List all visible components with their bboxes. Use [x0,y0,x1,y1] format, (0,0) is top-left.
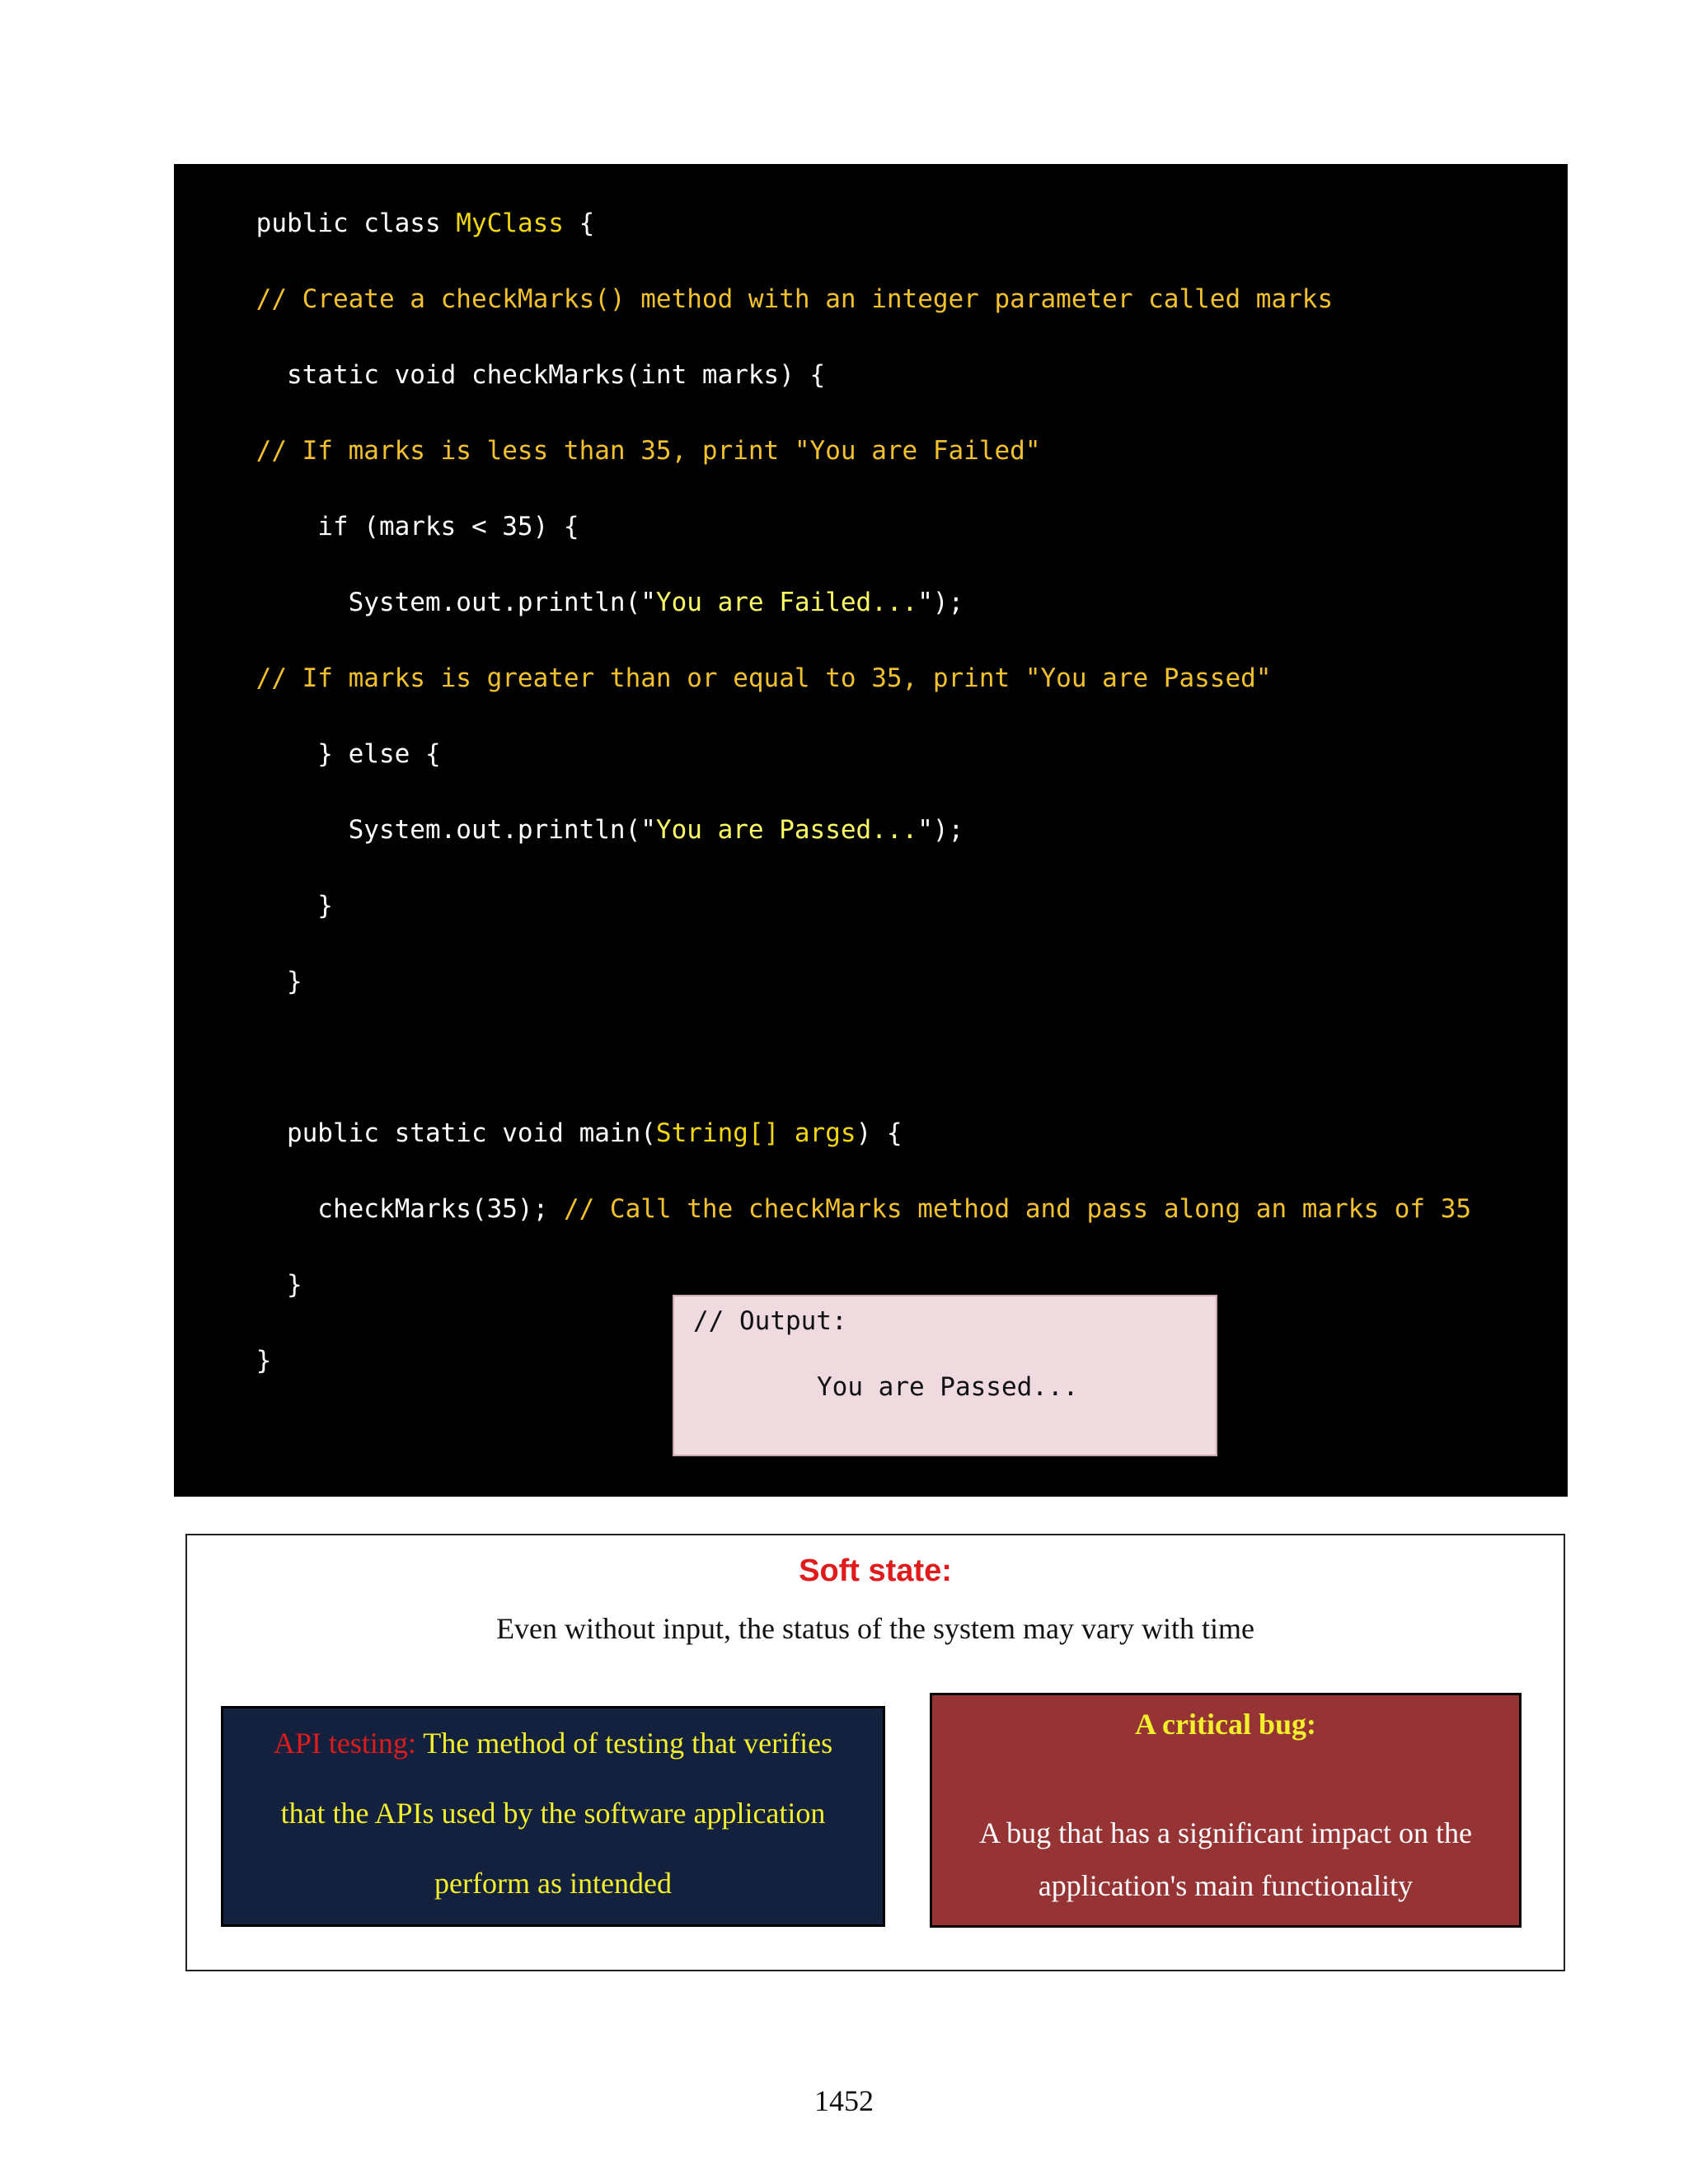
critical-bug-card [930,1693,1522,1928]
code-token: String[] args [655,1118,856,1148]
critical-bug-title: A critical bug: [1135,1708,1316,1741]
code-token: } [256,967,302,996]
soft-state-description: Even without input, the status of the system may vary with time [496,1612,1254,1645]
critical-bug-text: application's main functionality [1038,1869,1414,1902]
code-comment: // If marks is less than 35, print "You are Failed" [256,436,1041,466]
code-token: { [563,209,595,238]
api-testing-text: perform as intended [434,1867,672,1900]
code-token: MyClass [456,209,564,238]
output-value: You are Passed... [817,1372,1079,1402]
critical-bug-text: A bug that has a significant impact on the [979,1816,1472,1849]
code-string: You are Failed... [655,588,918,617]
api-testing-line [223,1708,883,1779]
code-token: "); [917,588,964,617]
code-token: System.out.println(" [256,588,656,617]
api-testing-text: that the APIs used by the software application [280,1797,826,1830]
code-line [195,1311,271,1410]
api-testing-text: The method of testing that verifies [415,1727,833,1760]
glossary-panel [185,1534,1565,1971]
code-token: System.out.println(" [256,815,656,845]
code-token: checkMarks(35); [256,1194,564,1224]
code-token: static void checkMarks(int marks) { [256,360,826,390]
code-line [195,1160,1471,1258]
page-number: 1452 [814,2084,874,2117]
output-box [673,1295,1217,1456]
api-testing-term: API testing: [273,1727,416,1760]
code-token: if (marks < 35) { [256,512,579,541]
code-token: } else { [256,739,441,769]
critical-bug-description [932,1807,1519,1912]
code-token: "); [917,815,964,845]
code-token: ) { [856,1118,903,1148]
code-token: } [256,891,333,921]
soft-state-title: Soft state: [799,1554,952,1588]
code-string: You are Passed... [655,815,918,845]
code-token: } [256,1270,302,1300]
code-comment: // Create a checkMarks() method with an integer parameter called marks [256,284,1334,314]
code-line [195,932,302,1031]
code-token: public class [256,209,457,238]
code-comment: // If marks is greater than or equal to 35, print "You are Passed" [256,663,1272,693]
code-token: } [256,1346,272,1376]
output-label: // Output: [693,1306,847,1336]
api-testing-card [221,1706,885,1927]
code-token: public static void main( [256,1118,656,1148]
code-block [174,164,1568,1497]
code-comment: // Call the checkMarks method and pass along an marks of 35 [563,1194,1472,1224]
